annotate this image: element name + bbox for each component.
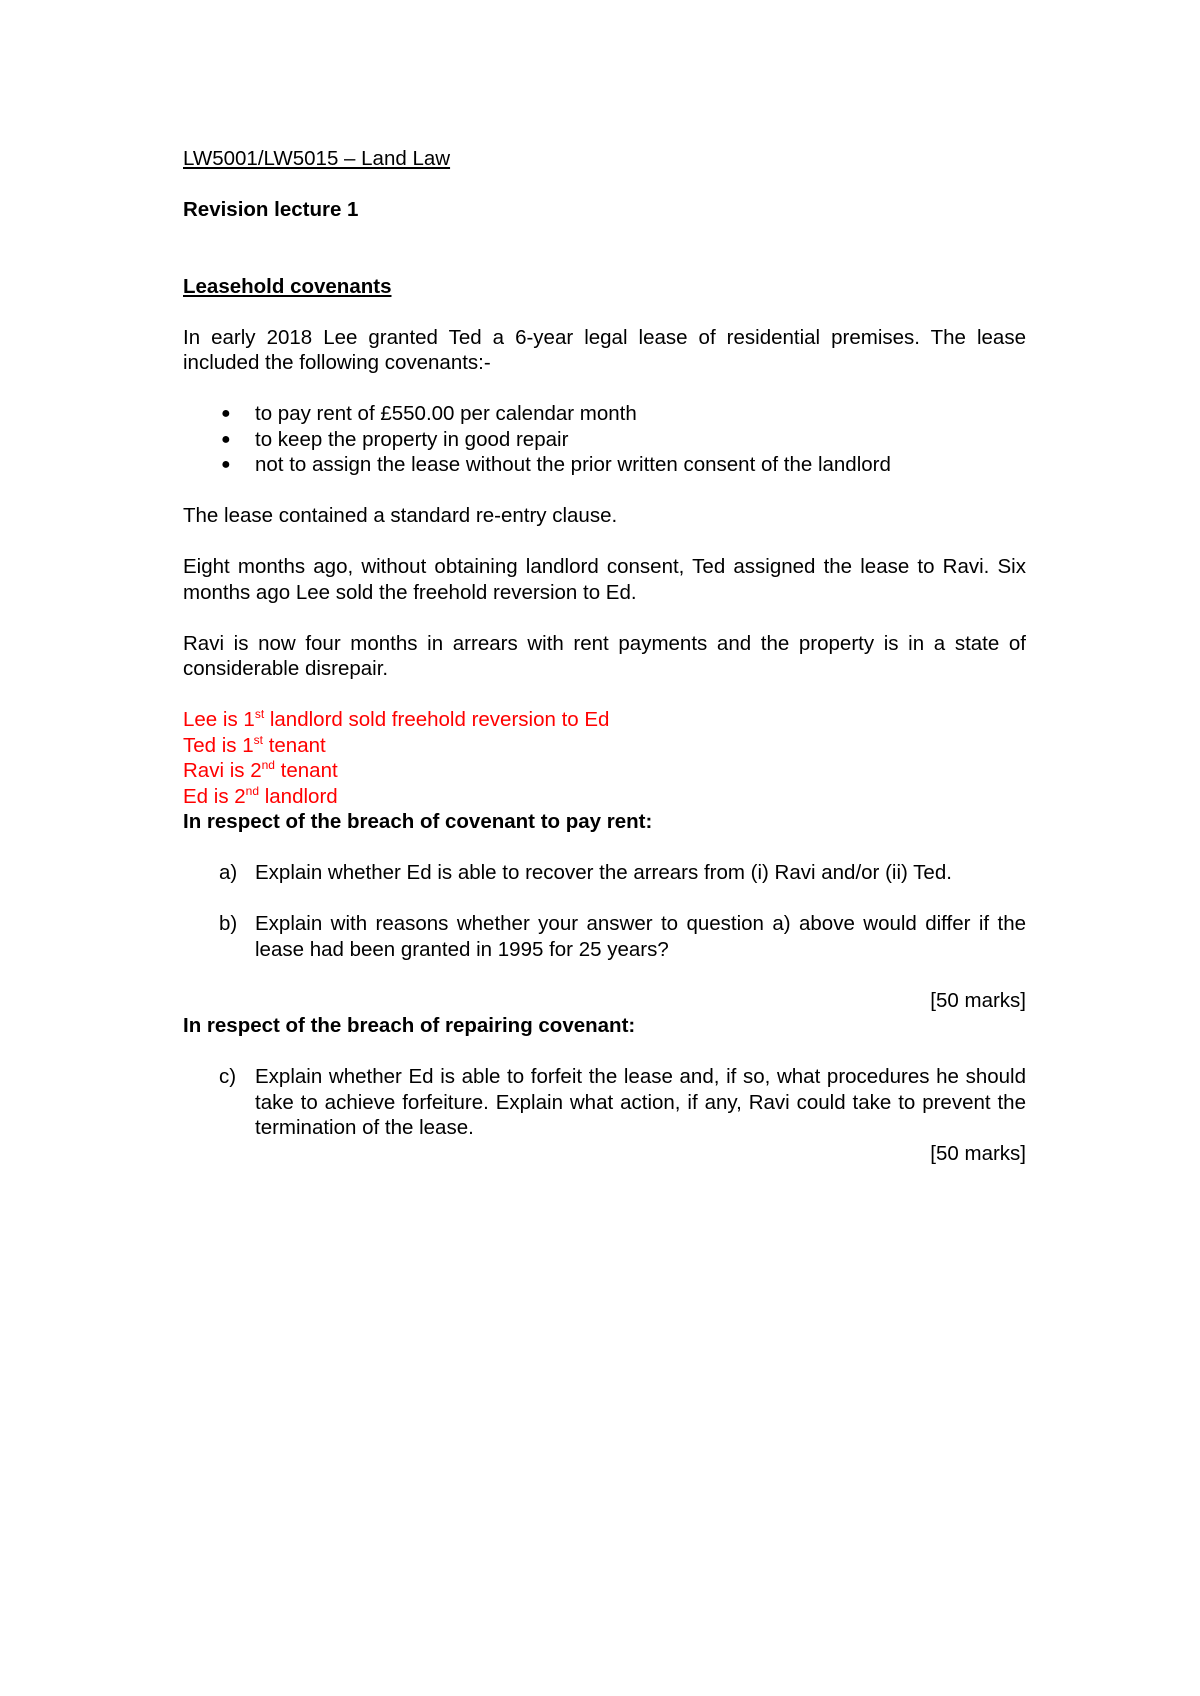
annotation-notes	[183, 707, 1026, 809]
question-label: b)	[219, 912, 238, 935]
course-title: LW5001/LW5015 – Land Law	[183, 147, 451, 170]
section-heading: Leasehold covenants	[183, 274, 392, 298]
intro-paragraph: In early 2018 Lee granted Ted a 6-year legal lease of residential premises. The lease included the following covenants:-	[183, 325, 1026, 374]
document-body	[183, 146, 1026, 1166]
question-item	[183, 1064, 1026, 1141]
note-line: Lee is 1st landlord sold freehold reversion to Ed	[183, 707, 610, 731]
list-item	[183, 427, 1026, 453]
list-item	[183, 452, 1026, 478]
question-text: Explain whether Ed is able to forfeit the lease and, if so, what procedures he should take to achieve forfeiture. Explain what action, if any, Ravi could take to prevent the termination of the lease.	[255, 1065, 1026, 1139]
assignment-paragraph: Eight months ago, without obtaining landlord consent, Ted assigned the lease to Ravi. Six months ago Lee sold the freehold reversion to Ed.	[183, 555, 1026, 604]
covenant-text: to keep the property in good repair	[255, 427, 569, 451]
bullet-icon: ●	[221, 456, 231, 473]
covenant-text: not to assign the lease without the prior written consent of the landlord	[255, 453, 891, 476]
note-line: Ravi is 2nd tenant	[183, 758, 338, 782]
arrears-paragraph: Ravi is now four months in arrears with rent payments and the property is in a state of considerable disrepair.	[183, 631, 1026, 680]
question-item	[183, 860, 1026, 886]
repair-question-list	[183, 1064, 1026, 1141]
bullet-icon: ●	[221, 405, 231, 422]
list-item	[183, 401, 1026, 427]
covenant-text: to pay rent of £550.00 per calendar month	[255, 402, 637, 425]
note-line: Ed is 2nd landlord	[183, 783, 338, 808]
bullet-icon: ●	[221, 430, 231, 448]
question-label: c)	[219, 1065, 237, 1088]
question-text: Explain whether Ed is able to recover the arrears from (i) Ravi and/or (ii) Ted.	[255, 861, 952, 884]
rent-question-list	[183, 860, 1026, 962]
lecture-title: Revision lecture 1	[183, 198, 359, 221]
question-label: a)	[219, 861, 238, 884]
note-line: Ted is 1st tenant	[183, 732, 326, 757]
rent-question-heading: In respect of the breach of covenant to pay rent:	[183, 810, 653, 833]
reentry-paragraph: The lease contained a standard re-entry clause.	[183, 504, 618, 527]
repair-marks: [50 marks]	[930, 1141, 1026, 1165]
rent-marks: [50 marks]	[930, 988, 1026, 1012]
question-text: Explain with reasons whether your answer to question a) above would differ if the lease had been granted in 1995 for 25 years?	[255, 912, 1026, 961]
repair-question-heading: In respect of the breach of repairing covenant:	[183, 1014, 636, 1037]
covenant-list	[183, 401, 1026, 478]
question-item	[183, 911, 1026, 962]
